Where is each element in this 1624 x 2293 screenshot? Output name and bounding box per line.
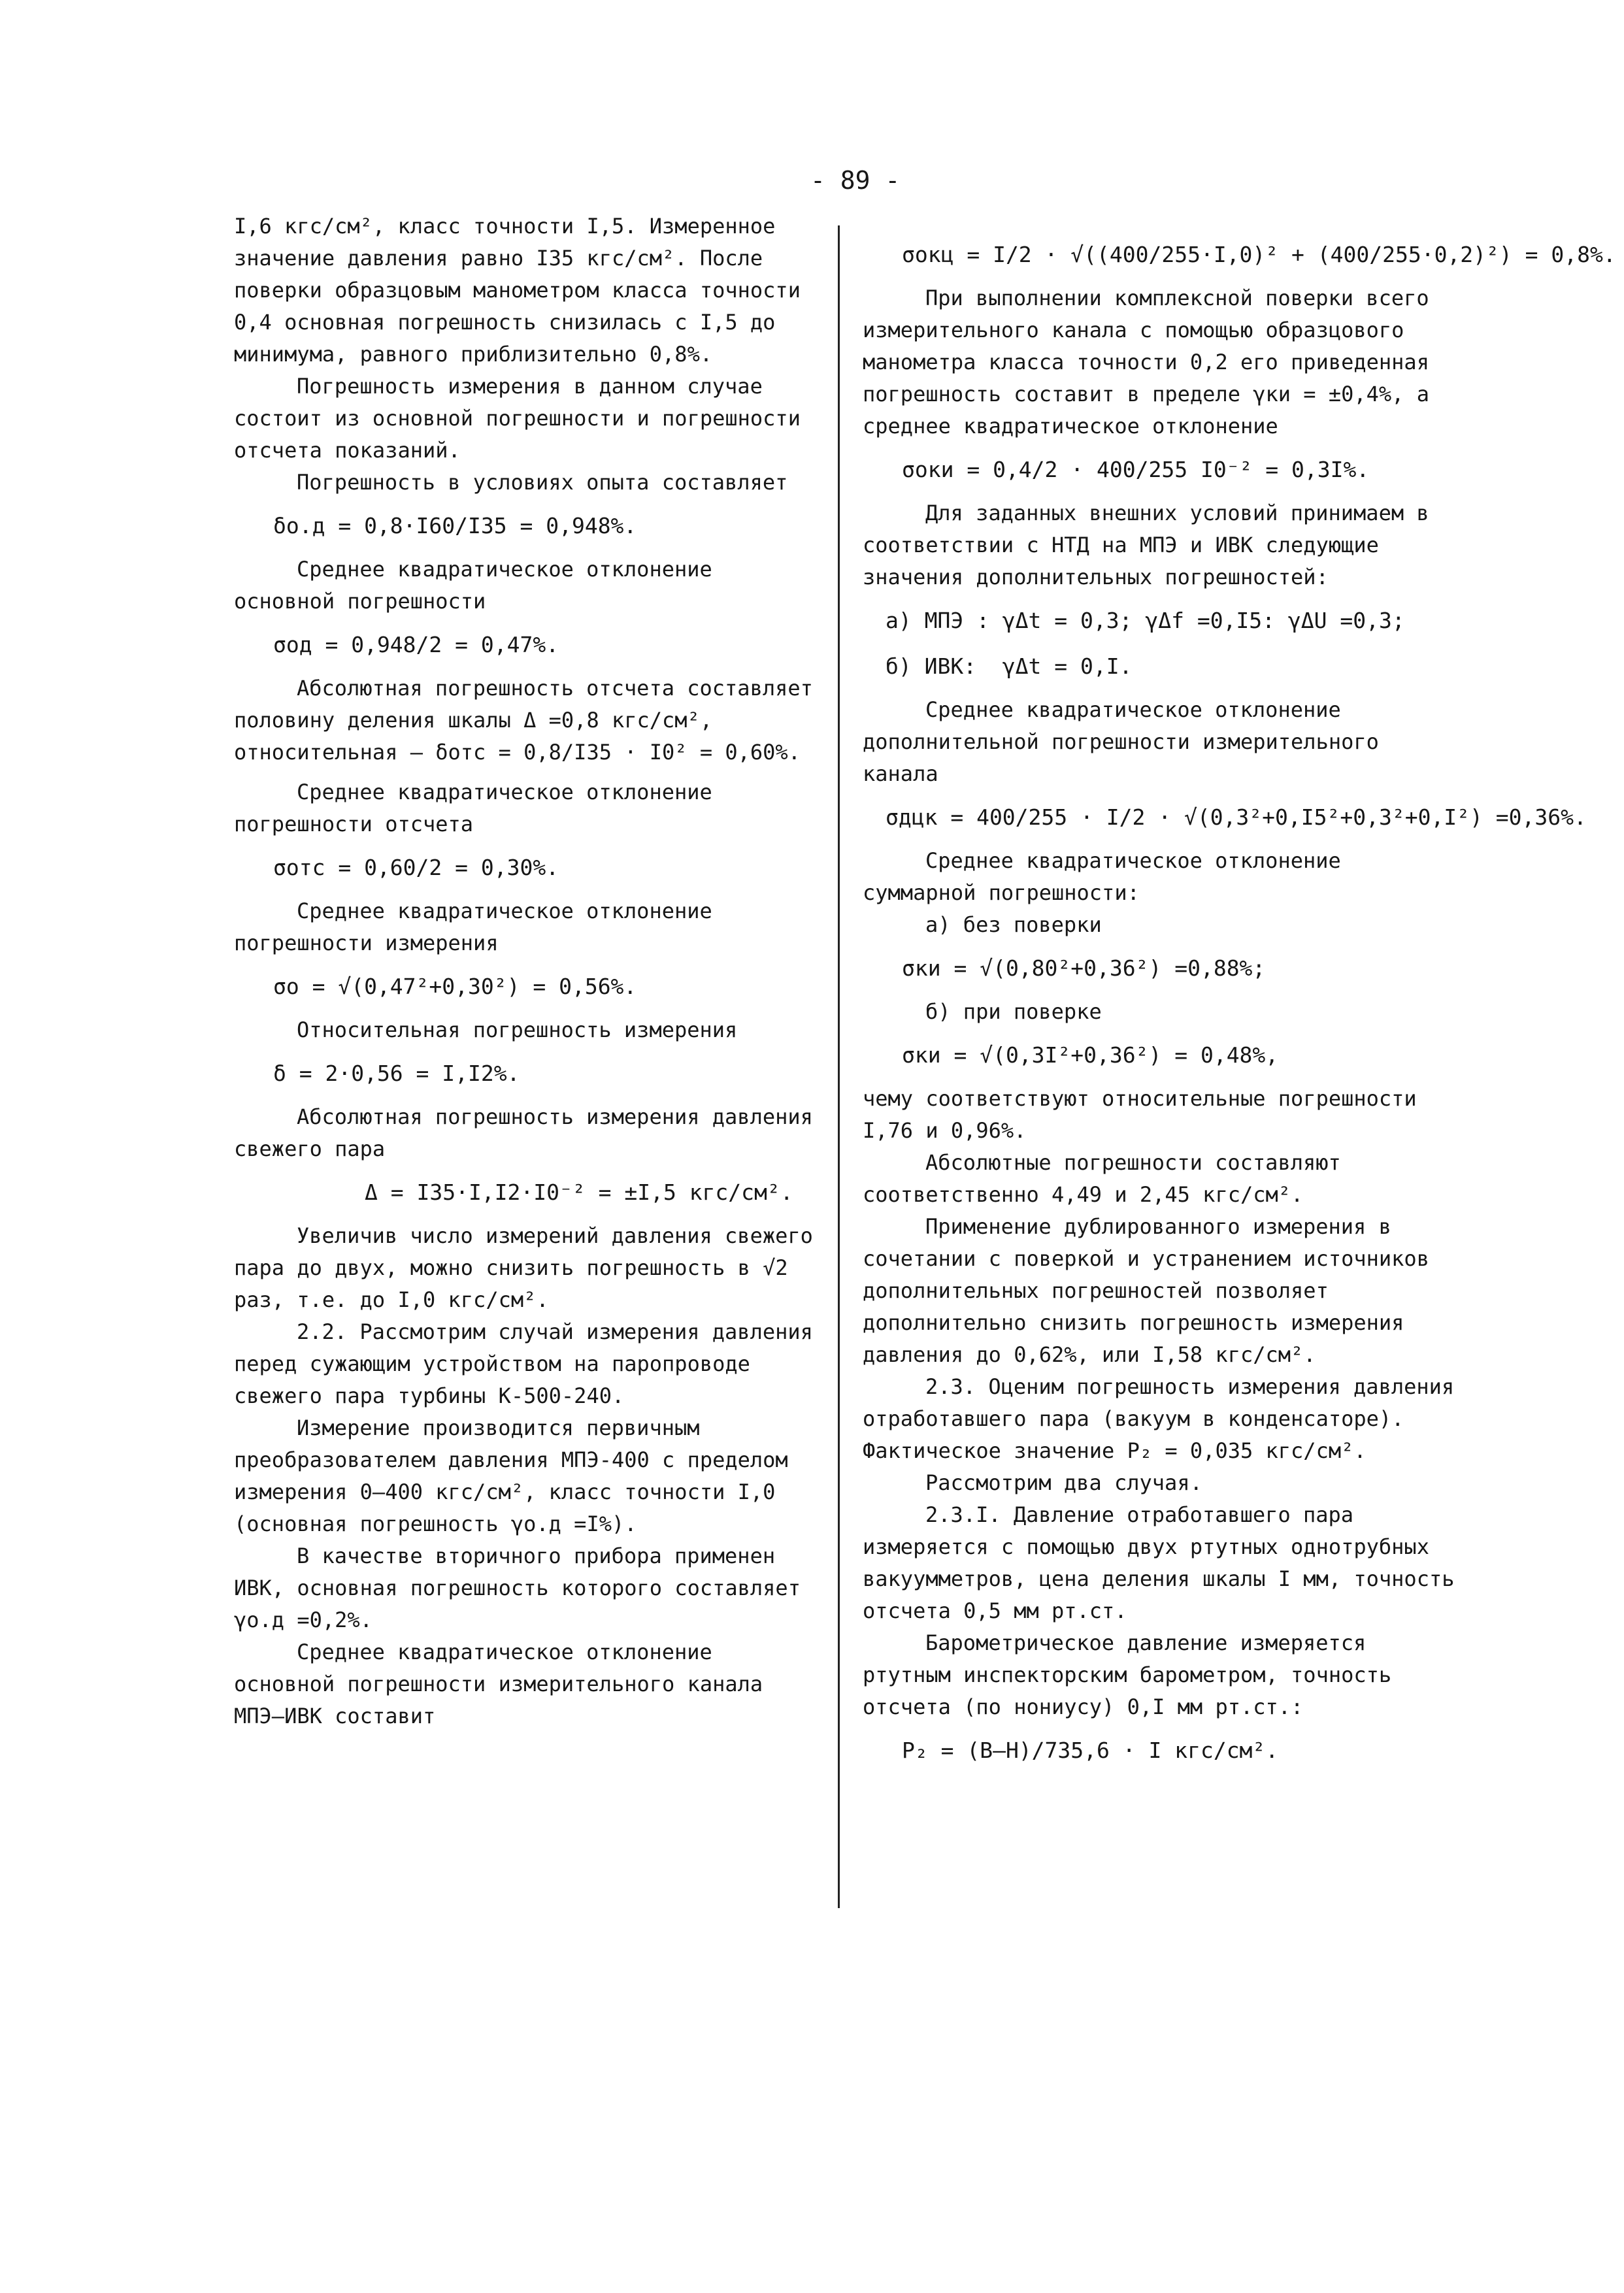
equation: σдцк = 400/255 · I/2 · √(0,3²+0,I5²+0,3²+0,I²) =0,36%. xyxy=(886,804,1587,830)
equation: δо.д = 0,8·I60/I35 = 0,948%. xyxy=(273,513,637,538)
paragraph: Погрешность в условиях опыта составляет xyxy=(297,470,788,495)
paragraph: Абсолютная погрешность измерения давления свежего пара xyxy=(234,1104,826,1161)
list-item: б) ИВК: γΔt = 0,I. xyxy=(886,653,1133,679)
paragraph: Среднее квадратическое отклонение основной погрешности xyxy=(234,557,725,614)
paragraph: 2.3.I. Давление отработавшего пара измеряется с помощью двух ртутных однотрубных вакуумметров, цена деления шкалы I мм, точность отсчета 0,5 мм рт.ст. xyxy=(863,1502,1467,1623)
list-item: а) без поверки xyxy=(925,912,1102,937)
equation: σки = √(0,3I²+0,36²) = 0,48%, xyxy=(902,1042,1279,1068)
paragraph: При выполнении комплексной поверки всего измерительного канала с помощью образцового манометра класса точности 0,2 его приведенная погрешность составит в пределе γки = ±0,4%, а среднее квадратическое отклонение xyxy=(863,286,1442,438)
equation: σоки = 0,4/2 · 400/255 I0⁻² = 0,3I%. xyxy=(902,457,1370,482)
paragraph: Измерение производится первичным преобразователем давления МПЭ-400 с пределом измерения 0–400 кгс/см², класс точности I,0 (основная погрешность γо.д =I%). xyxy=(234,1415,801,1536)
column-divider xyxy=(838,225,840,1908)
paragraph: Увеличив число измерений давления свежего пара до двух, можно снизить погрешность в √2 раз, т.е. до I,0 кгс/см². xyxy=(234,1223,826,1312)
equation: P₂ = (В–Н)/735,6 · I кгс/см². xyxy=(902,1738,1279,1763)
list-item: а) МПЭ : γΔt = 0,3; γΔf =0,I5: γΔU =0,3; xyxy=(886,608,1405,633)
paragraph: Рассмотрим два случая. xyxy=(925,1470,1202,1495)
paragraph: Применение дублированного измерения в сочетании с поверкой и устранением источников дополнительных погрешностей позволяет дополнительно снизить погрешность измерения давления до 0,62%, или I,58 кгс/см². xyxy=(863,1214,1442,1367)
equation: σокц = I/2 · √((400/255·I,0)² + (400/255·0,2)²) = 0,8%. xyxy=(902,242,1616,267)
paragraph: Среднее квадратическое отклонение погрешности измерения xyxy=(234,899,725,955)
paragraph: 2.2. Рассмотрим случай измерения давления перед сужающим устройством на паропроводе свежего пара турбины К-500-240. xyxy=(234,1319,826,1408)
paragraph: I,6 кгс/см², класс точности I,5. Измеренное значение давления равно I35 кгс/см². После поверки образцовым манометром класса точности 0,4 основная погрешность снизилась с I,5 до минимума, равного приблизительно 0,8%. xyxy=(234,214,814,367)
list-item: б) при поверке xyxy=(925,999,1102,1024)
paragraph: Абсолютная погрешность отсчета составляет половину деления шкалы Δ =0,8 кгс/см², относительная – δотс = 0,8/I35 · I0² = 0,60%. xyxy=(234,676,826,765)
equation: σод = 0,948/2 = 0,47%. xyxy=(273,632,559,657)
paragraph: В качестве вторичного прибора применен ИВК, основная погрешность которого составляет γо.д =0,2%. xyxy=(234,1543,814,1632)
paragraph: Среднее квадратическое отклонение суммарной погрешности: xyxy=(863,848,1354,905)
paragraph: Барометрическое давление измеряется ртутным инспекторским барометром, точность отсчета (по нониусу) 0,I мм рт.ст.: xyxy=(863,1630,1404,1719)
paragraph: Среднее квадратическое отклонение погрешности отсчета xyxy=(234,780,725,836)
equation: σотс = 0,60/2 = 0,30%. xyxy=(273,855,559,880)
paragraph: Среднее квадратическое отклонение основной погрешности измерительного канала МПЭ–ИВК составит xyxy=(234,1640,776,1728)
right-column xyxy=(863,210,1616,1778)
paragraph: Для заданных внешних условий принимаем в соответствии с НТД на МПЭ и ИВК следующие значения дополнительных погрешностей: xyxy=(863,501,1442,589)
equation: σо = √(0,47²+0,30²) = 0,56%. xyxy=(273,974,637,999)
page-number: - 89 - xyxy=(810,166,901,195)
left-column xyxy=(234,210,826,1732)
paragraph: Относительная погрешность измерения xyxy=(297,1017,738,1042)
paragraph: Среднее квадратическое отклонение дополнительной погрешности измерительного канала xyxy=(863,697,1392,786)
paragraph: чему соответствуют относительные погрешности I,76 и 0,96%. xyxy=(863,1086,1429,1143)
equation: σки = √(0,80²+0,36²) =0,88%; xyxy=(902,955,1266,981)
equation: δ = 2·0,56 = I,I2%. xyxy=(273,1061,520,1086)
paragraph: 2.3. Оценим погрешность измерения давления отработавшего пара (вакуум в конденсаторе). Фактическое значение P₂ = 0,035 кгс/см². xyxy=(863,1374,1467,1463)
equation: Δ = I35·I,I2·I0⁻² = ±I,5 кгс/см². xyxy=(365,1179,793,1205)
paragraph: Абсолютные погрешности составляют соответственно 4,49 и 2,45 кгс/см². xyxy=(863,1150,1354,1207)
paragraph: Погрешность измерения в данном случае состоит из основной погрешности и погрешности отсчета показаний. xyxy=(234,374,814,463)
